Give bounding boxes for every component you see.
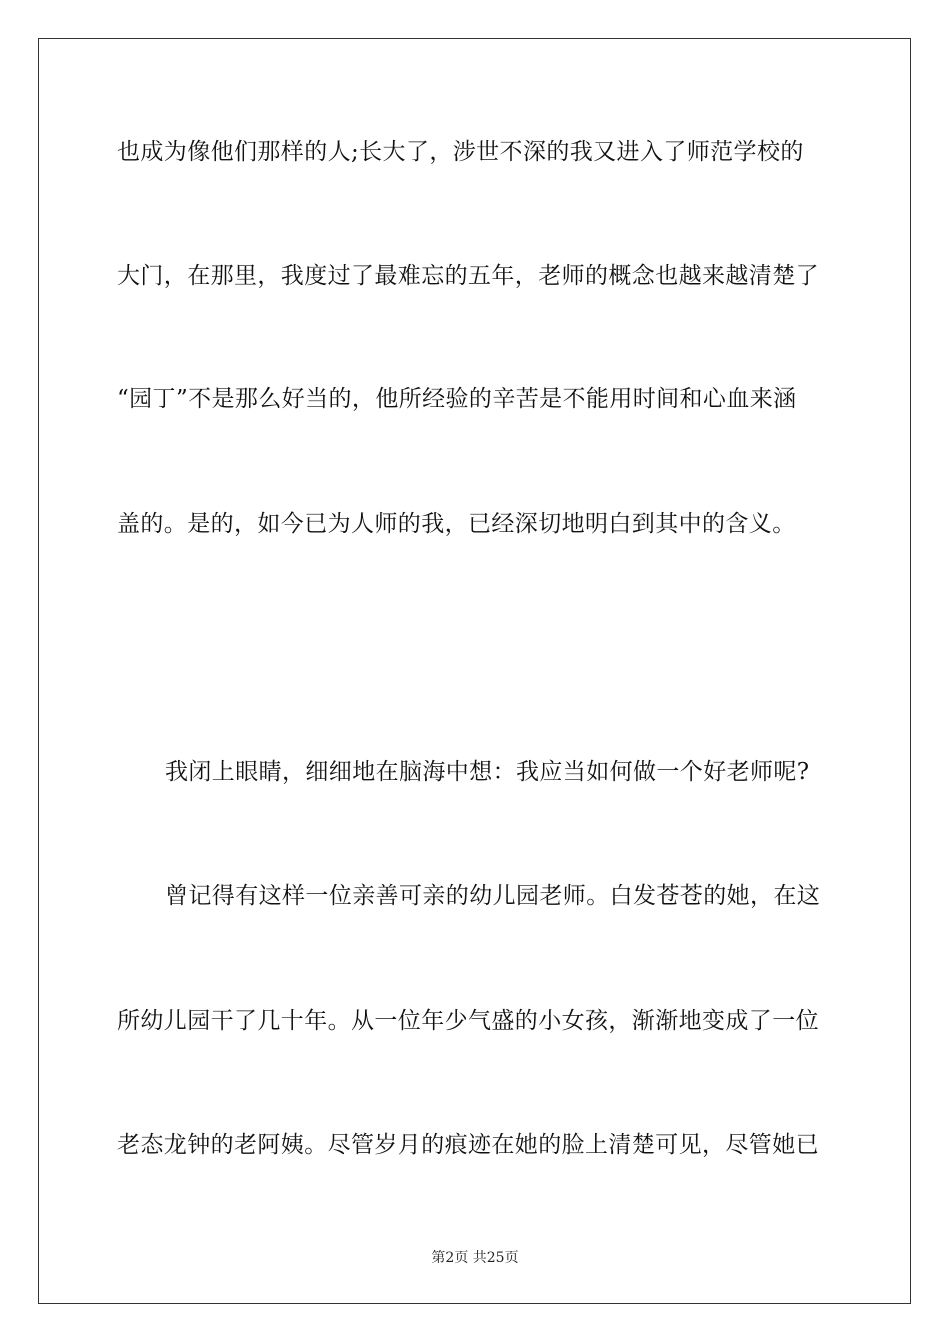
- paragraph-line: 也成为像他们那样的人;长大了，涉世不深的我又进入了师范学校的: [117, 139, 804, 165]
- page-border: [38, 38, 911, 1304]
- paragraph-line: 曾记得有这样一位亲善可亲的幼儿园老师。白发苍苍的她，在这: [165, 883, 821, 909]
- paragraph-line: 大门，在那里，我度过了最难忘的五年，老师的概念也越来越清楚了: [117, 263, 819, 289]
- paragraph-line: 老态龙钟的老阿姨。尽管岁月的痕迹在她的脸上清楚可见，尽管她已: [117, 1132, 819, 1158]
- paragraph-line: “园丁”不是那么好当的，他所经验的辛苦是不能用时间和心血来涵: [117, 386, 797, 412]
- page-number-footer: 第2页 共25页: [431, 1250, 519, 1266]
- paragraph-line: 我闭上眼睛，细细地在脑海中想：我应当如何做一个好老师呢?: [165, 759, 810, 785]
- paragraph-line: 所幼儿园干了几十年。从一位年少气盛的小女孩，渐渐地变成了一位: [117, 1008, 819, 1034]
- paragraph-line: 盖的。是的，如今已为人师的我，已经深切地明白到其中的含义。: [117, 511, 796, 537]
